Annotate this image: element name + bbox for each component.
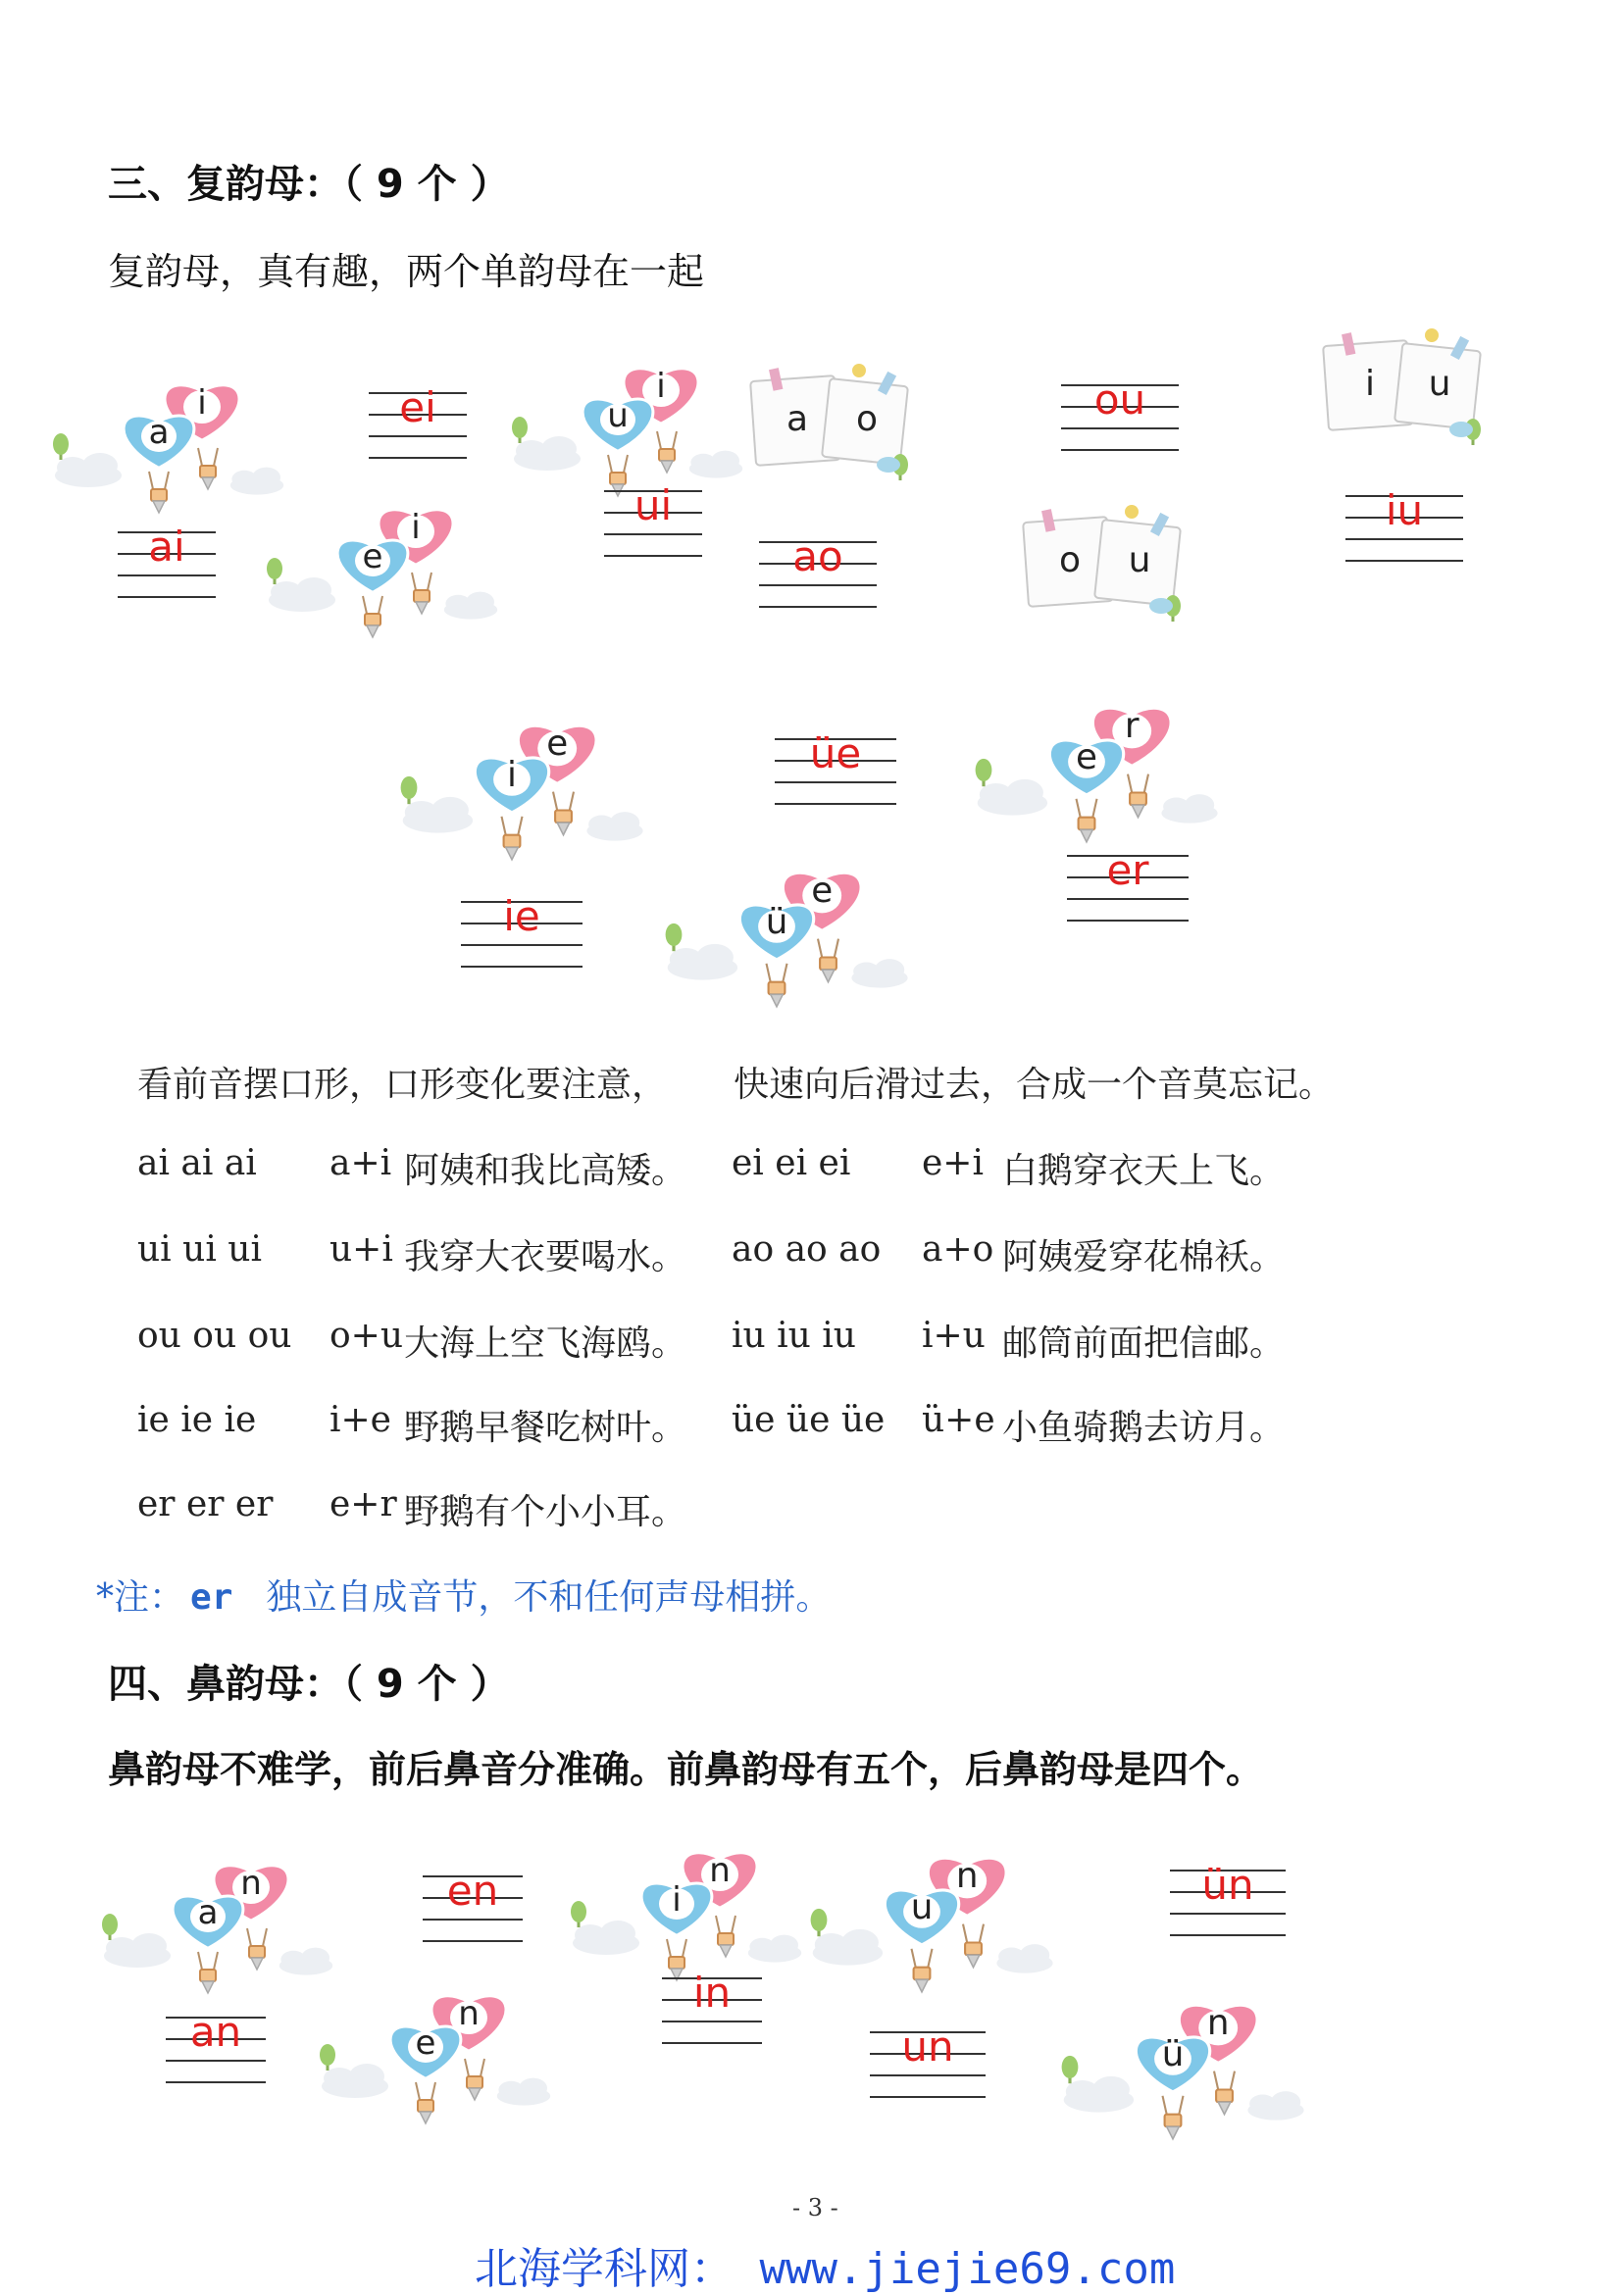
section4-heading: 四、鼻韵母：（ 9 个 ） <box>108 1662 510 1707</box>
rhyme-text: 我穿大衣要喝水。 <box>404 1237 687 1277</box>
balloon-letter: i <box>672 1879 682 1920</box>
photo-letter: u <box>1428 363 1451 404</box>
photo-letter: o <box>1058 539 1082 580</box>
pinyin-card-vn: ün <box>1201 1861 1254 1909</box>
rhyme-pinyin: üe üe üe <box>732 1400 886 1440</box>
rhyme-pinyin: ao ao ao <box>732 1229 882 1270</box>
balloon-letter: r <box>1124 706 1140 747</box>
rhyme-text: 阿姨爱穿花棉袄。 <box>1002 1237 1286 1277</box>
section4-subtitle: 鼻韵母不难学，前后鼻音分准确。前鼻韵母有五个，后鼻韵母是四个。 <box>108 1748 1264 1791</box>
note-text: 独立自成音节，不和任何声母相拼。 <box>266 1577 832 1618</box>
balloon-letter: n <box>458 1993 480 2033</box>
section3-heading: 三、复韵母：（ 9 个 ） <box>108 162 510 207</box>
rhyme-formula: u+i <box>329 1229 393 1270</box>
rhyme-formula: e+r <box>329 1484 397 1524</box>
balloon-letter: i <box>411 507 421 547</box>
site-footer: 北海学科网： www.jiejie69.com <box>475 2244 1176 2294</box>
photo-letter: u <box>1128 539 1151 580</box>
rhyme-intro-right: 快速向后滑过去，合成一个音莫忘记。 <box>734 1065 1335 1105</box>
rhyme-pinyin: er er er <box>137 1484 274 1524</box>
balloon-letter: i <box>507 754 517 795</box>
balloon-letter: u <box>607 395 629 435</box>
rhyme-pinyin: ei ei ei <box>732 1143 851 1183</box>
rhyme-pinyin: iu iu iu <box>732 1316 856 1356</box>
photo-letter: i <box>1364 363 1375 404</box>
note-line <box>96 1570 831 1620</box>
note-code: er <box>190 1577 233 1618</box>
rhyme-formula: o+u <box>329 1316 404 1356</box>
rhyme-text: 野鹅早餐吃树叶。 <box>404 1408 687 1448</box>
balloon-letter: e <box>415 2022 436 2063</box>
rhyme-text: 阿姨和我比高矮。 <box>404 1151 687 1191</box>
balloon-letter: u <box>910 1886 934 1927</box>
rhyme-text: 邮筒前面把信邮。 <box>1002 1323 1286 1364</box>
balloon-letter: a <box>197 1892 219 1932</box>
balloon-letter: ü <box>1161 2033 1185 2074</box>
pinyin-card-ei: ei <box>399 383 436 431</box>
rhyme-pinyin: ie ie ie <box>137 1400 257 1440</box>
balloon-letter: e <box>811 871 834 912</box>
balloon-letter: e <box>1076 736 1097 777</box>
rhyme-intro-left: 看前音摆口形，口形变化要注意， <box>137 1065 668 1105</box>
balloon-letter: e <box>546 724 569 765</box>
rhyme-pinyin: ai ai ai <box>137 1143 257 1183</box>
pinyin-card-en: en <box>446 1867 499 1915</box>
rhyme-formula: a+i <box>329 1143 392 1183</box>
pinyin-card-ui: ui <box>634 481 673 529</box>
page-number: - 3 - <box>792 2194 838 2221</box>
rhyme-formula: i+u <box>922 1316 986 1356</box>
rhyme-text: 白鹅穿衣天上飞。 <box>1002 1151 1286 1191</box>
rhyme-pinyin: ou ou ou <box>137 1316 292 1356</box>
pinyin-card-ao: ao <box>792 532 843 580</box>
pinyin-card-ou: ou <box>1093 375 1146 424</box>
balloon-letter: a <box>148 412 170 452</box>
rhyme-text: 野鹅有个小小耳。 <box>404 1492 687 1532</box>
pinyin-card-un: un <box>901 2022 954 2071</box>
balloon-letter: n <box>709 1850 731 1890</box>
photo-letter: a <box>786 398 809 439</box>
balloon-letter: i <box>197 382 207 423</box>
balloon-letter: i <box>656 366 666 406</box>
rhyme-text: 大海上空飞海鸥。 <box>404 1323 687 1364</box>
pinyin-card-ai: ai <box>148 523 185 571</box>
rhyme-formula: ü+e <box>922 1400 995 1440</box>
pinyin-card-er: er <box>1106 846 1149 894</box>
balloon-letter: e <box>362 536 383 576</box>
balloon-letter: n <box>240 1863 262 1903</box>
pinyin-card-ie: ie <box>503 892 540 940</box>
section3-subtitle: 复韵母，真有趣，两个单韵母在一起 <box>108 250 705 293</box>
balloon-letter: n <box>955 1856 979 1897</box>
pinyin-card-an: an <box>189 2008 242 2056</box>
pinyin-card-iu: iu <box>1385 486 1424 534</box>
rhyme-text: 小鱼骑鹅去访月。 <box>1002 1408 1286 1448</box>
pinyin-card-ue: üe <box>809 729 862 777</box>
rhyme-formula: e+i <box>922 1143 984 1183</box>
note-prefix: *注： <box>96 1577 185 1618</box>
rhyme-formula: i+e <box>329 1400 391 1440</box>
pinyin-card-in: in <box>692 1969 732 2017</box>
photo-letter: o <box>855 398 879 439</box>
balloon-letter: ü <box>765 901 788 942</box>
balloon-letter: n <box>1206 2003 1230 2044</box>
rhyme-pinyin: ui ui ui <box>137 1229 262 1270</box>
rhyme-formula: a+o <box>922 1229 994 1270</box>
